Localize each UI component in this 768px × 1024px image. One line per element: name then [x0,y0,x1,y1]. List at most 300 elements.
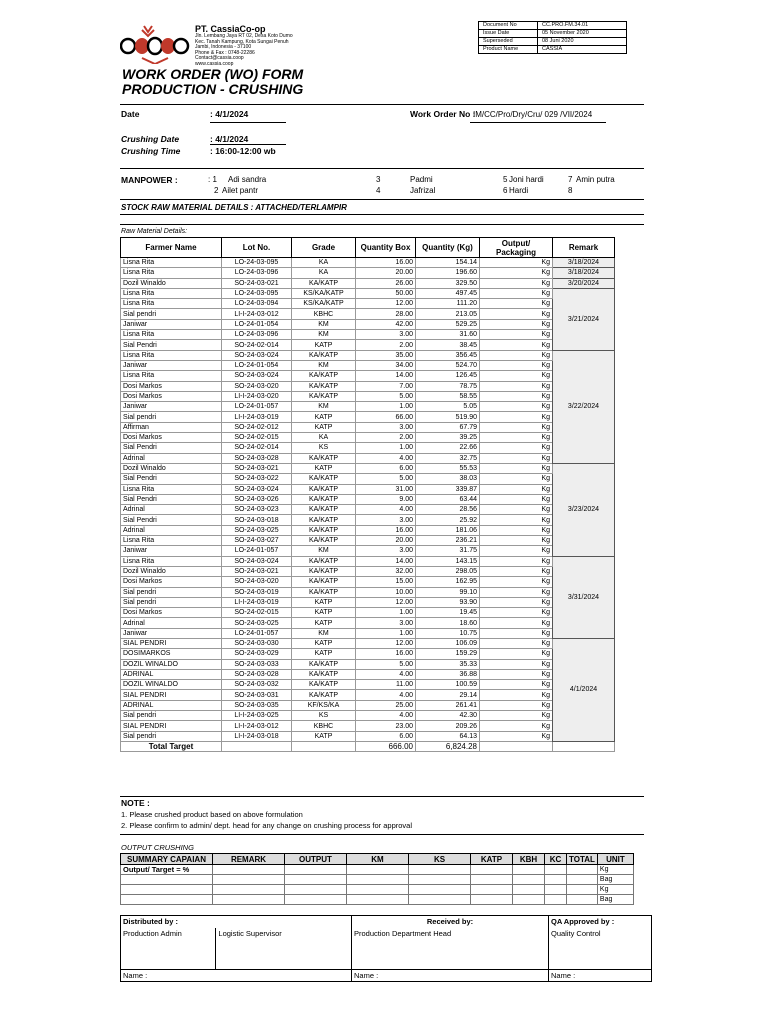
quantity-box-cell: 26.00 [356,278,416,288]
manpower-no: 6 [503,186,508,195]
quantity-box-cell: 16.00 [356,258,416,268]
lot-no-cell: SO-24-03-020 [222,577,292,587]
remark-cell: 3/18/2024 [553,268,615,278]
table-row [121,690,615,700]
unit-cell: Bag [597,895,633,905]
doc-info-value: CC.PRO.FM.34.01 [538,22,627,30]
underline [210,144,286,145]
quantity-kg-cell: 19.45 [416,608,480,618]
quantity-kg-cell: 10.75 [416,628,480,638]
column-header: KS [409,854,471,865]
company-name: PT. CassiaCo-op [195,24,266,34]
date-label: Date [121,109,140,119]
quantity-kg-cell: 261.41 [416,700,480,710]
packaging-cell: Kg [480,391,553,401]
table-row [121,731,615,741]
manpower-name: Adi sandra [228,175,267,184]
divider [120,224,644,225]
quantity-kg-cell: 236.21 [416,536,480,546]
raw-material-details-label: Raw Material Details: [121,228,188,235]
grade-cell: KM [292,628,356,638]
farmer-name-cell: Dosi Markos [121,391,222,401]
table-row [121,309,615,319]
column-header: SUMMARY CAPAIAN [121,854,213,865]
quantity-box-cell: 9.00 [356,494,416,504]
grade-cell: KA/KATP [292,556,356,566]
divider [120,834,644,835]
quantity-box-cell: 7.00 [356,381,416,391]
grade-cell: KBHC [292,309,356,319]
packaging-cell: Kg [480,515,553,525]
farmer-name-cell: Lisna Rita [121,258,222,268]
packaging-cell: Kg [480,690,553,700]
doc-info-label: Document No [479,22,538,30]
name-field: Name : [352,970,549,982]
lot-no-cell: SO-24-03-024 [222,556,292,566]
lot-no-cell: SO-24-03-018 [222,515,292,525]
quantity-kg-cell: 25.92 [416,515,480,525]
quantity-box-cell: 16.00 [356,649,416,659]
grade-cell: KA/KATP [292,566,356,576]
table-row [121,536,615,546]
name-field: Name : [121,970,352,982]
packaging-cell: Kg [480,443,553,453]
quantity-box-cell: 4.00 [356,453,416,463]
packaging-cell: Kg [480,350,553,360]
document-info-table [478,21,627,54]
quantity-kg-cell: 38.03 [416,474,480,484]
table-row [121,494,615,504]
grade-cell: KA [292,268,356,278]
farmer-name-cell: Janiwar [121,628,222,638]
farmer-name-cell: ADRINAL [121,669,222,679]
packaging-cell: Kg [480,360,553,370]
signature-table [120,915,652,982]
packaging-cell: Kg [480,278,553,288]
quantity-kg-cell: 111.20 [416,299,480,309]
lot-no-cell: SO-24-02-014 [222,340,292,350]
table-row [121,659,615,669]
table-row [121,474,615,484]
table-row [121,700,615,710]
manpower-label: MANPOWER : [121,175,178,185]
farmer-name-cell: Lisna Rita [121,288,222,298]
farmer-name-cell: Dozil Winaldo [121,463,222,473]
farmer-name-cell: Janiwar [121,319,222,329]
farmer-name-cell: Janiwar [121,360,222,370]
farmer-name-cell: Affirman [121,422,222,432]
table-header-row [121,238,615,258]
quantity-box-cell: 28.00 [356,309,416,319]
quantity-box-cell: 6.00 [356,463,416,473]
lot-no-cell: LI-I-24-03-012 [222,721,292,731]
lot-no-cell: LO-24-03-095 [222,258,292,268]
manpower-no: 3 [376,175,381,184]
lot-no-cell: SO-24-03-033 [222,659,292,669]
lot-no-cell: LI-I-24-03-025 [222,711,292,721]
lot-no-cell: LO-24-01-057 [222,546,292,556]
packaging-cell: Kg [480,330,553,340]
lot-no-cell: LO-24-03-095 [222,288,292,298]
grade-cell: KA/KATP [292,350,356,360]
farmer-name-cell: DOZIL WINALDO [121,680,222,690]
grade-cell: KATP [292,618,356,628]
quantity-kg-cell: 67.79 [416,422,480,432]
packaging-cell: Kg [480,608,553,618]
packaging-cell: Kg [480,638,553,648]
packaging-cell: Kg [480,536,553,546]
lot-no-cell: LO-24-03-094 [222,299,292,309]
quantity-kg-cell: 356.45 [416,350,480,360]
packaging-cell: Kg [480,587,553,597]
lot-no-cell: SO-24-03-028 [222,669,292,679]
manpower-name: Jafrizal [410,186,436,195]
lot-no-cell: SO-24-02-012 [222,422,292,432]
grade-cell: KA [292,258,356,268]
quantity-kg-cell: 154.14 [416,258,480,268]
lot-no-cell: LO-24-01-054 [222,360,292,370]
crushing-date-label: Crushing Date [121,134,180,144]
lot-no-cell: SO-24-03-024 [222,484,292,494]
grade-cell: KATP [292,422,356,432]
quantity-box-cell: 42.00 [356,319,416,329]
lot-no-cell: SO-24-03-029 [222,649,292,659]
farmer-name-cell: DOSIMARKOS [121,649,222,659]
table-row [121,433,615,443]
table-row [121,546,615,556]
divider [120,214,644,215]
table-row [121,638,615,648]
packaging-cell: Kg [480,494,553,504]
packaging-cell: Kg [480,299,553,309]
lot-no-cell: SO-24-02-015 [222,608,292,618]
grade-cell: KS/KA/KATP [292,288,356,298]
quantity-kg-cell: 497.45 [416,288,480,298]
packaging-cell: Kg [480,525,553,535]
lot-no-cell: LI-I-24-03-018 [222,731,292,741]
packaging-cell: Kg [480,618,553,628]
grade-cell: KS [292,443,356,453]
lot-no-cell: SO-24-03-026 [222,494,292,504]
column-header: Remark [553,238,615,258]
name-field: Name : [549,970,652,982]
quantity-kg-cell: 39.25 [416,433,480,443]
table-row [121,618,615,628]
farmer-name-cell: Lisna Rita [121,268,222,278]
farmer-name-cell: Adrinal [121,453,222,463]
grade-cell: KA/KATP [292,278,356,288]
manpower-name: Hardi [509,186,529,195]
remark-cell: 3/20/2024 [553,278,615,288]
grade-cell: KATP [292,608,356,618]
farmer-name-cell: Dosi Markos [121,577,222,587]
grade-cell: KA/KATP [292,525,356,535]
quantity-box-cell: 20.00 [356,268,416,278]
table-row [121,721,615,731]
manpower-name: Padmi [410,175,433,184]
quantity-kg-cell: 106.09 [416,638,480,648]
quantity-box-cell: 5.00 [356,474,416,484]
quantity-box-cell: 5.00 [356,391,416,401]
quantity-box-cell: 4.00 [356,669,416,679]
underline [470,122,606,123]
quantity-box-cell: 3.00 [356,330,416,340]
note-item: 1. Please crushed product based on above formulation [121,810,303,819]
farmer-name-cell: Lisna Rita [121,350,222,360]
packaging-cell: Kg [480,628,553,638]
lot-no-cell: LO-24-03-096 [222,330,292,340]
note-label: NOTE : [121,798,150,808]
farmer-name-cell: Lisna Rita [121,371,222,381]
farmer-name-cell: Sial pendri [121,587,222,597]
address-line: Jln. Lembang Jaya RT 02, Desa Koto Dumo [195,33,293,39]
farmer-name-cell: Dosi Markos [121,433,222,443]
table-row [121,628,615,638]
production-head-label: Production Department Head [352,928,549,970]
packaging-cell: Kg [480,700,553,710]
packaging-cell: Kg [480,463,553,473]
packaging-cell: Kg [480,505,553,515]
table-row [121,340,615,350]
grade-cell: KM [292,402,356,412]
doc-info-label: Superseded [479,38,538,46]
doc-info-label: Product Name [479,46,538,54]
raw-material-table [120,237,615,752]
column-header: Lot No. [222,238,292,258]
farmer-name-cell: Sial Pendri [121,443,222,453]
quantity-kg-cell: 159.29 [416,649,480,659]
table-row [121,577,615,587]
quantity-box-cell: 12.00 [356,299,416,309]
quantity-kg-cell: 58.55 [416,391,480,401]
quantity-kg-cell: 63.44 [416,494,480,504]
date-value: : 4/1/2024 [210,109,249,119]
farmer-name-cell: Sial Pendri [121,515,222,525]
table-row [121,330,615,340]
farmer-name-cell: Sial Pendri [121,340,222,350]
lot-no-cell: SO-24-03-031 [222,690,292,700]
manpower-no: 2 [214,186,219,195]
doc-info-value: 05 November 2020 [538,30,627,38]
farmer-name-cell: SIAL PENDRI [121,721,222,731]
lot-no-cell: SO-24-03-025 [222,525,292,535]
quantity-kg-cell: 181.06 [416,525,480,535]
grade-cell: KATP [292,731,356,741]
quantity-kg-cell: 99.10 [416,587,480,597]
quantity-box-cell: 2.00 [356,340,416,350]
logistic-supervisor-label: Logistic Supervisor [216,928,352,970]
packaging-cell: Kg [480,577,553,587]
grade-cell: KA/KATP [292,669,356,679]
table-row [121,865,634,875]
packaging-cell: Kg [480,556,553,566]
quantity-kg-cell: 298.05 [416,566,480,576]
farmer-name-cell: Dozil Winaldo [121,566,222,576]
grade-cell: KM [292,546,356,556]
quantity-box-cell: 32.00 [356,566,416,576]
remark-cell: 3/22/2024 [553,350,615,463]
quantity-box-cell: 1.00 [356,608,416,618]
lot-no-cell: SO-24-03-027 [222,536,292,546]
lot-no-cell: SO-24-03-035 [222,700,292,710]
grade-cell: KA/KATP [292,680,356,690]
grade-cell: KA/KATP [292,505,356,515]
quantity-kg-cell: 329.50 [416,278,480,288]
remark-cell: 4/1/2024 [553,638,615,741]
lot-no-cell: SO-24-03-025 [222,618,292,628]
quantity-box-cell: 20.00 [356,536,416,546]
doc-info-label: Issue Date [479,30,538,38]
lot-no-cell: LO-24-01-057 [222,628,292,638]
total-box: 666.00 [356,741,416,751]
column-header: Grade [292,238,356,258]
table-row [121,268,615,278]
quantity-kg-cell: 36.88 [416,669,480,679]
packaging-cell: Kg [480,258,553,268]
quantity-kg-cell: 126.45 [416,371,480,381]
lot-no-cell: SO-24-03-022 [222,474,292,484]
table-row [121,299,615,309]
table-row [121,587,615,597]
table-row [121,360,615,370]
quantity-kg-cell: 35.33 [416,659,480,669]
quantity-box-cell: 4.00 [356,505,416,515]
table-row [121,443,615,453]
packaging-cell: Kg [480,680,553,690]
lot-no-cell: LO-24-01-054 [222,319,292,329]
underline [210,122,286,123]
manpower-no: 5 [503,175,508,184]
quantity-kg-cell: 31.60 [416,330,480,340]
quantity-kg-cell: 93.90 [416,597,480,607]
quantity-kg-cell: 18.60 [416,618,480,628]
unit-cell: Kg [597,865,633,875]
farmer-name-cell: Sial Pendri [121,474,222,484]
grade-cell: KATP [292,638,356,648]
quantity-box-cell: 2.00 [356,433,416,443]
grade-cell: KS [292,711,356,721]
grade-cell: KM [292,330,356,340]
packaging-cell: Kg [480,422,553,432]
total-kg: 6,824.28 [416,741,480,751]
grade-cell: KA/KATP [292,536,356,546]
quantity-box-cell: 3.00 [356,515,416,525]
table-row [121,278,615,288]
table-row [121,412,615,422]
grade-cell: KS/KA/KATP [292,299,356,309]
grade-cell: KA/KATP [292,690,356,700]
quantity-kg-cell: 38.45 [416,340,480,350]
quantity-box-cell: 14.00 [356,556,416,566]
table-row [121,566,615,576]
summary-header-row [121,854,634,865]
address-line: www.cassia.coop [195,60,234,67]
column-header: KM [347,854,409,865]
packaging-cell: Kg [480,268,553,278]
output-crushing-label: OUTPUT CRUSHING [121,843,194,852]
packaging-cell: Kg [480,433,553,443]
column-header: KATP [471,854,513,865]
column-header: KBH [513,854,545,865]
table-row [121,381,615,391]
farmer-name-cell: Janiwar [121,402,222,412]
quantity-box-cell: 23.00 [356,721,416,731]
quantity-kg-cell: 213.05 [416,309,480,319]
production-admin-label: Production Admin [121,928,216,970]
table-row [121,680,615,690]
table-row [121,649,615,659]
remark-cell: 3/23/2024 [553,463,615,556]
grade-cell: KA/KATP [292,371,356,381]
grade-cell: KF/KS/KA [292,700,356,710]
farmer-name-cell: Sial pendri [121,597,222,607]
quantity-box-cell: 4.00 [356,711,416,721]
lot-no-cell: SO-24-03-032 [222,680,292,690]
remark-cell: 3/31/2024 [553,556,615,638]
quantity-kg-cell: 78.75 [416,381,480,391]
column-header: REMARK [213,854,285,865]
farmer-name-cell: Sial Pendri [121,494,222,504]
farmer-name-cell: ADRINAL [121,700,222,710]
table-row [121,556,615,566]
total-label: Total Target [121,741,222,751]
quantity-kg-cell: 196.60 [416,268,480,278]
table-row [121,402,615,412]
address-line: Phone & Fax : 0748-22286 [195,49,255,56]
quantity-box-cell: 25.00 [356,700,416,710]
packaging-cell: Kg [480,484,553,494]
column-header: Farmer Name [121,238,222,258]
manpower-name: Amin putra [576,175,615,184]
farmer-name-cell: SIAL PENDRI [121,638,222,648]
table-row [121,669,615,679]
grade-cell: KATP [292,597,356,607]
lot-no-cell: LI-I-24-03-019 [222,597,292,607]
divider [120,104,644,105]
quantity-kg-cell: 100.59 [416,680,480,690]
packaging-cell: Kg [480,402,553,412]
doc-info-value: 08 Juni 2020 [538,38,627,46]
quantity-kg-cell: 519.90 [416,412,480,422]
manpower-name: Joni hardi [509,175,544,184]
packaging-cell: Kg [480,659,553,669]
remark-cell: 3/18/2024 [553,258,615,268]
table-row [121,422,615,432]
grade-cell: KA/KATP [292,474,356,484]
packaging-cell: Kg [480,371,553,381]
farmer-name-cell: Adrinal [121,618,222,628]
quantity-kg-cell: 143.15 [416,556,480,566]
lot-no-cell: LI-I-24-03-012 [222,309,292,319]
packaging-cell: Kg [480,731,553,741]
quantity-box-cell: 66.00 [356,412,416,422]
farmer-name-cell: Lisna Rita [121,330,222,340]
quantity-box-cell: 1.00 [356,628,416,638]
farmer-name-cell: Lisna Rita [121,484,222,494]
table-row [121,875,634,885]
manpower-no: : 1 [208,175,217,184]
packaging-cell: Kg [480,566,553,576]
farmer-name-cell: Adrinal [121,505,222,515]
table-row [121,391,615,401]
quantity-kg-cell: 29.14 [416,690,480,700]
quantity-box-cell: 3.00 [356,546,416,556]
grade-cell: KA/KATP [292,484,356,494]
lot-no-cell: SO-24-02-014 [222,443,292,453]
manpower-no: 4 [376,186,381,195]
quantity-box-cell: 12.00 [356,638,416,648]
quantity-kg-cell: 32.75 [416,453,480,463]
